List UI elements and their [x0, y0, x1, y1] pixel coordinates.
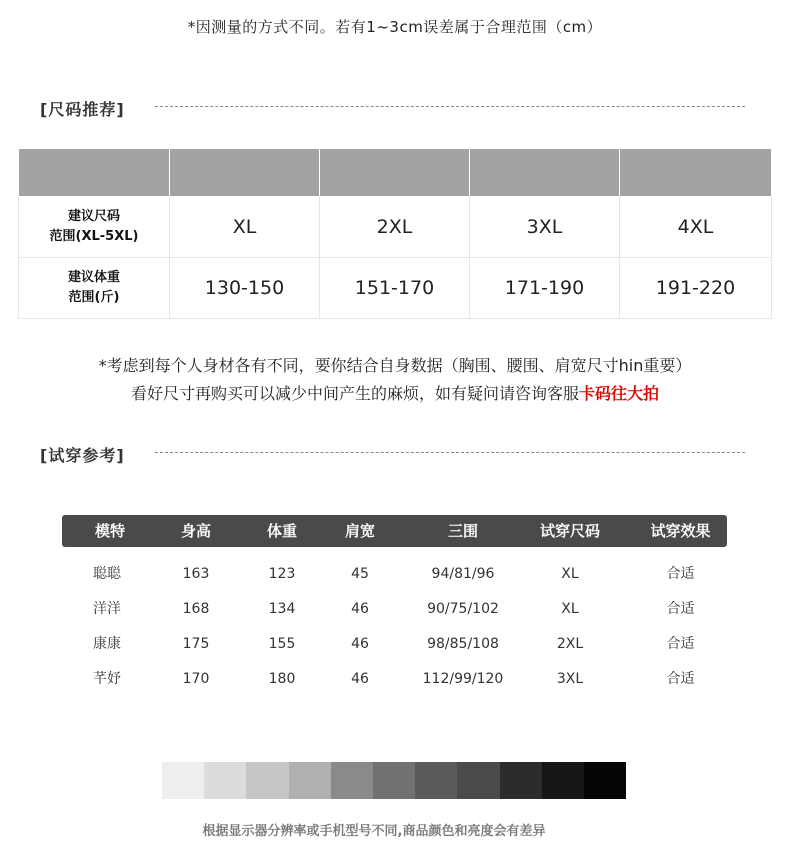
- gray-swatch: [162, 762, 204, 799]
- header-cell: [19, 149, 170, 197]
- tryon-result-value: 合适: [666, 636, 695, 652]
- gray-swatch: [500, 762, 542, 799]
- row-label-line: 建议体重: [67, 270, 120, 285]
- column-header-tryon-result: 试穿效果: [650, 522, 711, 540]
- size-cell: XL: [170, 197, 320, 258]
- measurements-value: 98/85/108: [427, 636, 499, 652]
- column-header-shoulder: 肩宽: [344, 522, 375, 540]
- header-cell: [470, 149, 620, 197]
- measurements-value: 112/99/120: [422, 671, 504, 687]
- shoulder-value: 46: [351, 671, 369, 687]
- tryon-result-value: 合适: [666, 601, 695, 617]
- tryon-size-value: 3XL: [556, 671, 584, 687]
- weight-cell: 151-170: [320, 258, 470, 319]
- weight-cell: 171-190: [470, 258, 620, 319]
- gray-swatch: [584, 762, 626, 799]
- row-label: [19, 197, 170, 258]
- model-name: 聪聪: [93, 566, 121, 582]
- column-header-tryon-size: 试穿尺码: [539, 522, 600, 540]
- gray-swatch: [331, 762, 373, 799]
- gray-swatch: [289, 762, 331, 799]
- tryon-size-value: XL: [561, 566, 579, 582]
- tryon-table-header: [62, 515, 727, 547]
- column-header-measurements: 三围: [447, 522, 478, 540]
- weight-value: 134: [268, 601, 296, 617]
- height-value: 163: [182, 566, 210, 582]
- table-row: [62, 557, 727, 592]
- model-name: 芊妤: [93, 671, 121, 687]
- size-section-divider: [155, 106, 745, 107]
- table-row: [62, 592, 727, 627]
- header-cell: [320, 149, 470, 197]
- tryon-section-title: [试穿参考]: [40, 446, 125, 465]
- shoulder-value: 46: [351, 601, 369, 617]
- gray-swatch: [246, 762, 288, 799]
- column-header-height: 身高: [180, 522, 211, 540]
- gray-swatch: [542, 762, 584, 799]
- tryon-section-divider: [155, 452, 745, 453]
- size-table-header-row: [19, 149, 772, 197]
- model-name: 洋洋: [93, 601, 121, 617]
- column-header-weight: 体重: [266, 522, 297, 540]
- height-value: 175: [182, 636, 210, 652]
- recommended-weight-row: [19, 258, 772, 319]
- size-recommendation-table: [18, 148, 772, 319]
- row-label: [19, 258, 170, 319]
- row-label-line: 范围(XL-5XL): [49, 229, 139, 244]
- gray-swatch: [204, 762, 246, 799]
- tryon-size-value: 2XL: [556, 636, 584, 652]
- shoulder-value: 46: [351, 636, 369, 652]
- fit-advice-line1: *考虑到每个人身材各有不同，要你结合自身数据（胸围、腰围、肩宽尺寸hin重要）: [98, 356, 692, 375]
- size-cell: 4XL: [620, 197, 772, 258]
- grayscale-strip: [162, 762, 626, 799]
- tryon-size-value: XL: [561, 601, 579, 617]
- gray-swatch: [373, 762, 415, 799]
- weight-value: 180: [268, 671, 296, 687]
- header-cell: [620, 149, 772, 197]
- size-up-highlight: 卡码往大拍: [579, 384, 660, 403]
- weight-cell: 130-150: [170, 258, 320, 319]
- table-row: [62, 662, 727, 697]
- height-value: 168: [182, 601, 210, 617]
- model-name: 康康: [93, 636, 121, 652]
- header-cell: [170, 149, 320, 197]
- row-label-line: 建议尺码: [67, 209, 120, 224]
- weight-cell: 191-220: [620, 258, 772, 319]
- measurement-note: *因测量的方式不同。若有1~3cm误差属于合理范围（cm）: [187, 18, 603, 36]
- table-row: [62, 627, 727, 662]
- weight-value: 123: [268, 566, 296, 582]
- shoulder-value: 45: [351, 566, 369, 582]
- tryon-result-value: 合适: [666, 671, 695, 687]
- fit-advice-text: 看好尺寸再购买可以减少中间产生的麻烦，如有疑问请咨询客服: [130, 384, 579, 403]
- size-section-title: [尺码推荐]: [40, 100, 125, 119]
- tryon-result-value: 合适: [666, 566, 695, 582]
- measurements-value: 94/81/96: [431, 566, 495, 582]
- gray-swatch: [415, 762, 457, 799]
- row-label-line: 范围(斤): [68, 290, 120, 305]
- weight-value: 155: [268, 636, 296, 652]
- height-value: 170: [182, 671, 210, 687]
- measurements-value: 90/75/102: [427, 601, 499, 617]
- size-cell: 2XL: [320, 197, 470, 258]
- color-disclaimer: 根据显示器分辨率或手机型号不同,商品颜色和亮度会有差异: [202, 824, 546, 839]
- recommended-size-row: [19, 197, 772, 258]
- fit-advice-line2: [0, 380, 790, 408]
- fit-advice-note: [0, 352, 790, 408]
- gray-swatch: [457, 762, 499, 799]
- column-header-model: 模特: [94, 522, 125, 540]
- size-cell: 3XL: [470, 197, 620, 258]
